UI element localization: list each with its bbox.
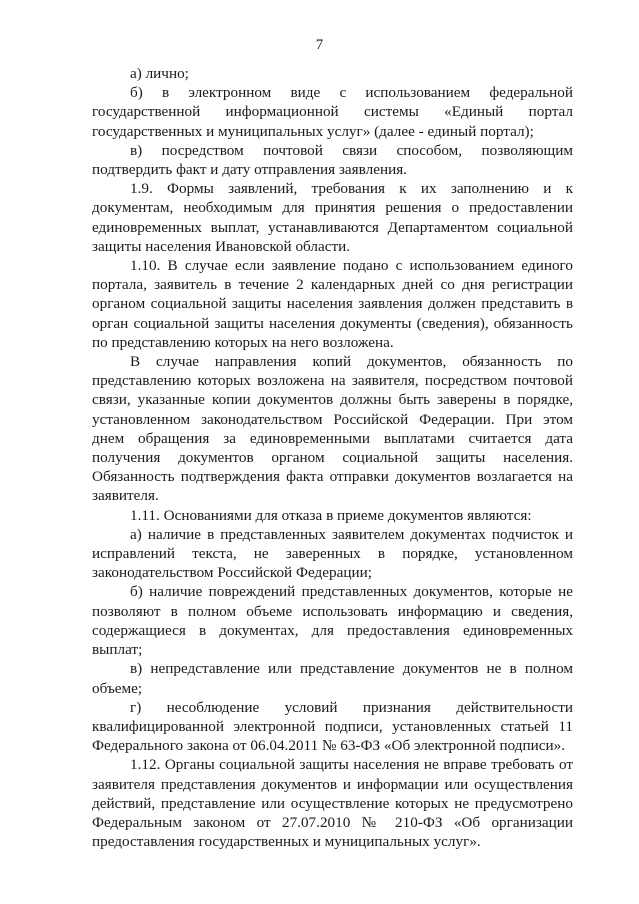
paragraph-1-11-g: г) несоблюдение условий признания действительности квалифицированной электронной подписи, установленных статьей 11 Федерального закона от 06.04.2011 № 63-ФЗ «Об электронной подписи». (92, 698, 573, 755)
paragraph-item-v: в) посредством почтовой связи способом, позволяющим подтвердить факт и дату отправления заявления. (92, 141, 573, 179)
document-body (92, 64, 573, 851)
paragraph-1-11-b: б) наличие повреждений представленных документов, которые не позволяют в полном объеме использовать информацию и сведения, содержащиеся в документах, для предоставления единовременных выплат; (92, 583, 573, 659)
paragraph-item-b: б) в электронном виде с использованием федеральной государственной информационной системы «Единый портал государственных и муниципальных услуг» (далее - единый портал); (92, 84, 573, 140)
paragraph-1-11-v: в) непредставление или представление документов не в полном объеме; (92, 660, 573, 697)
paragraph-postal-copies: В случае направления копий документов, обязанность по представлению которых возложена на заявителя, посредством почтовой связи, указанные копии документов должны быть заверены в порядке, установленном законодательством Российской Федерации. При этом днем обращения за единовременными выплатами считается дата получения документов органом социальной защиты населения. Обязанность подтверждения факта отправки документов возлагается на заявителя. (92, 353, 573, 505)
paragraph-item-a: а) лично; (130, 65, 189, 82)
paragraph-1-11-a: а) наличие в представленных заявителем документах подчисток и исправлений текста, не заверенных в порядке, установленном законодательством Российской Федерации; (92, 525, 573, 582)
page-number: 7 (315, 37, 324, 53)
paragraph-1-9: 1.9. Формы заявлений, требования к их заполнению и к документам, необходимым для принятия решения о предоставлении единовременных выплат, устанавливаются Департаментом социальной защиты населения Ивановской области. (92, 180, 573, 255)
paragraph-1-12: 1.12. Органы социальной защиты населения не вправе требовать от заявителя представления документов и информации или осуществления действий, представление или осуществление которых не предусмотрено Федеральным законом от 27.07.2010 № 210-ФЗ «Об организации предоставления государственных и муниципальных услуг». (92, 756, 573, 851)
paragraph-1-11: 1.11. Основаниями для отказа в приеме документов являются: (130, 506, 532, 524)
paragraph-1-10: 1.10. В случае если заявление подано с использованием единого портала, заявитель в течение 2 календарных дней со дня регистрации органом социальной защиты населения заявления должен представить в орган социальной защиты населения документы (сведения), обязанность по представлению которых на него возложена. (92, 257, 573, 351)
